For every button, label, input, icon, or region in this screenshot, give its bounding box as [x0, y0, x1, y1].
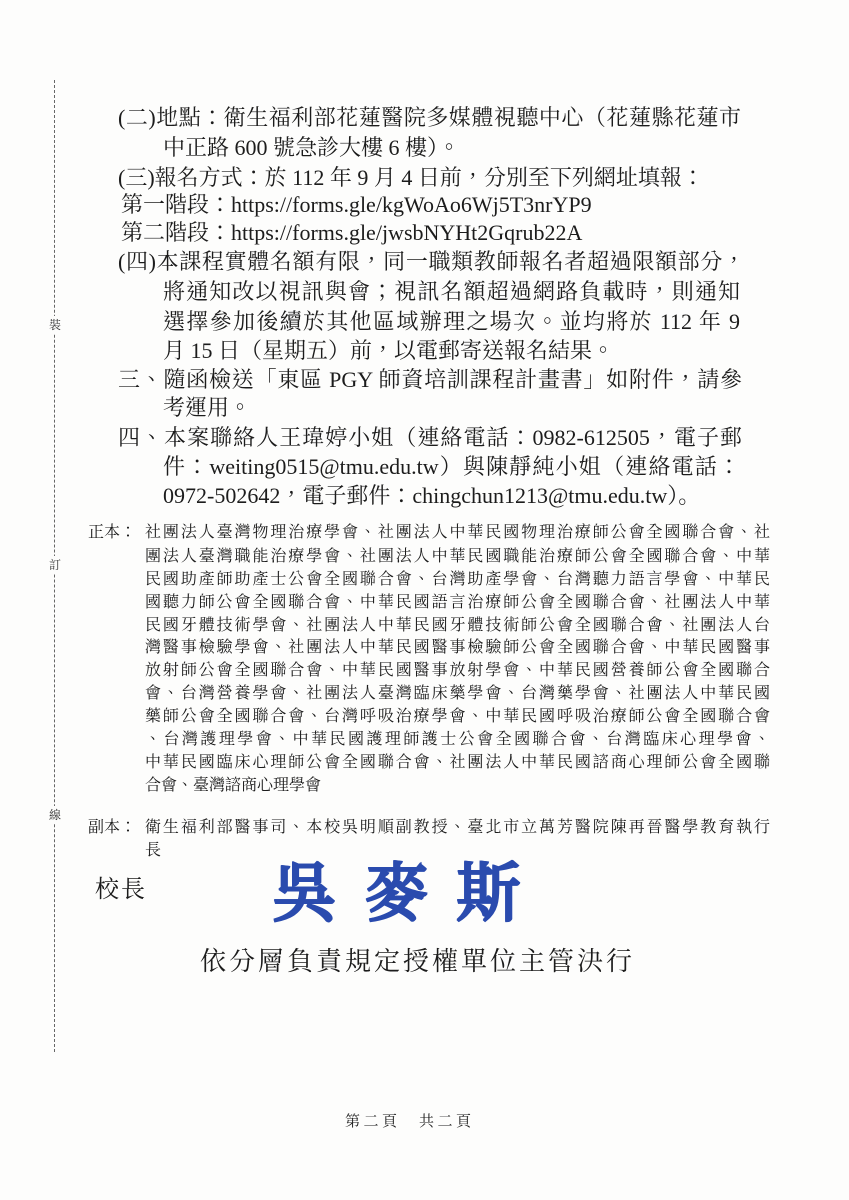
- attachment-line: 三、隨函檢送「東區 PGY 師資培訓課程計畫書」如附件，請參: [118, 367, 742, 392]
- registration-method-line: (三)報名方式：於 112 年 9 月 4 日前，分別至下列網址填報：: [118, 165, 704, 190]
- binding-mark-ding: 訂: [46, 556, 64, 574]
- capacity-line: 將通知改以視訊與會；視訊名額超過網路負載時，則通知: [163, 279, 740, 304]
- recipients-line: 灣醫事檢驗學會、社團法人中華民國醫事檢驗師公會全國聯合會、中華民國醫事: [145, 639, 770, 656]
- recipients-line: 民國助產師助產士公會全國聯合會、台灣助產學會、台灣聽力語言學會、中華民: [145, 571, 770, 588]
- contact-line: 四、本案聯絡人王瑋婷小姐（連絡電話：0982-612505，電子郵: [118, 425, 742, 450]
- cc-line: 衛生福利部醫事司、本校吳明順副教授、臺北市立萬芳醫院陳再晉醫學教育執行: [145, 819, 770, 836]
- recipients-line: 合會、臺灣諮商心理學會: [145, 777, 322, 794]
- capacity-line: (四)本課程實體名額有限，同一職類教師報名者超過限額部分，: [118, 249, 745, 274]
- venue-line-continued: 中正路 600 號急診大樓 6 樓）。: [163, 135, 461, 160]
- recipients-line: 國聽力師公會全國聯合會、中華民國語言治療師公會全國聯合會、社團法人中華: [145, 594, 770, 611]
- principal-signature-stamp: 吳麥斯: [272, 856, 548, 931]
- cc-label: 副本：: [88, 819, 137, 836]
- recipients-line: 社團法人臺灣物理治療學會、社團法人中華民國物理治療師公會全國聯合會、社: [145, 524, 770, 541]
- capacity-line: 月 15 日（星期五）前，以電郵寄送報名結果。: [163, 338, 615, 363]
- registration-stage1-link: 第一階段：https://forms.gle/kgWoAo6Wj5T3nrYP9: [121, 192, 592, 217]
- venue-line: (二)地點：衛生福利部花蓮醫院多媒體視聽中心（花蓮縣花蓮市: [118, 105, 741, 130]
- recipients-line: 放射師公會全國聯合會、中華民國醫事放射學會、中華民國營養師公會全國聯合: [145, 662, 770, 679]
- registration-stage2-link: 第二階段：https://forms.gle/jwsbNYHt2Gqrub22A: [121, 220, 583, 245]
- recipients-line: 會、台灣營養學會、社團法人臺灣臨床藥學會、台灣藥學會、社團法人中華民國: [145, 685, 770, 702]
- principal-title: 校長: [95, 875, 147, 903]
- authorization-statement: 依分層負責規定授權單位主管決行: [200, 947, 636, 977]
- capacity-line: 選擇參加後續於其他區域辦理之場次。並均將於 112 年 9: [163, 309, 740, 334]
- recipients-label: 正本：: [88, 524, 137, 541]
- page-number-footer: 第二頁 共二頁: [345, 1112, 475, 1130]
- recipients-line: 藥師公會全國聯合會、台灣呼吸治療學會、中華民國呼吸治療師公會全國聯合會: [145, 708, 770, 725]
- binding-mark-zhuang: 裝: [46, 316, 64, 334]
- recipients-line: 中華民國臨床心理師公會全國聯合會、社團法人中華民國諮商心理師公會全國聯: [145, 754, 770, 771]
- cc-line: 長: [145, 842, 162, 859]
- binding-mark-xian: 線: [46, 806, 64, 824]
- recipients-line: 、台灣護理學會、中華民國護理師護士公會全國聯合會、台灣臨床心理學會、: [145, 731, 770, 748]
- recipients-line: 民國牙體技術學會、社團法人中華民國牙體技術師公會全國聯合會、社團法人台: [145, 617, 770, 634]
- recipients-line: 團法人臺灣職能治療學會、社團法人中華民國職能治療師公會全國聯合會、中華: [145, 548, 770, 565]
- contact-line: 件：weiting0515@tmu.edu.tw）與陳靜純小姐（連絡電話：: [163, 454, 740, 479]
- attachment-line: 考運用。: [163, 395, 252, 420]
- contact-line: 0972-502642，電子郵件：chingchun1213@tmu.edu.tw）。: [163, 483, 701, 508]
